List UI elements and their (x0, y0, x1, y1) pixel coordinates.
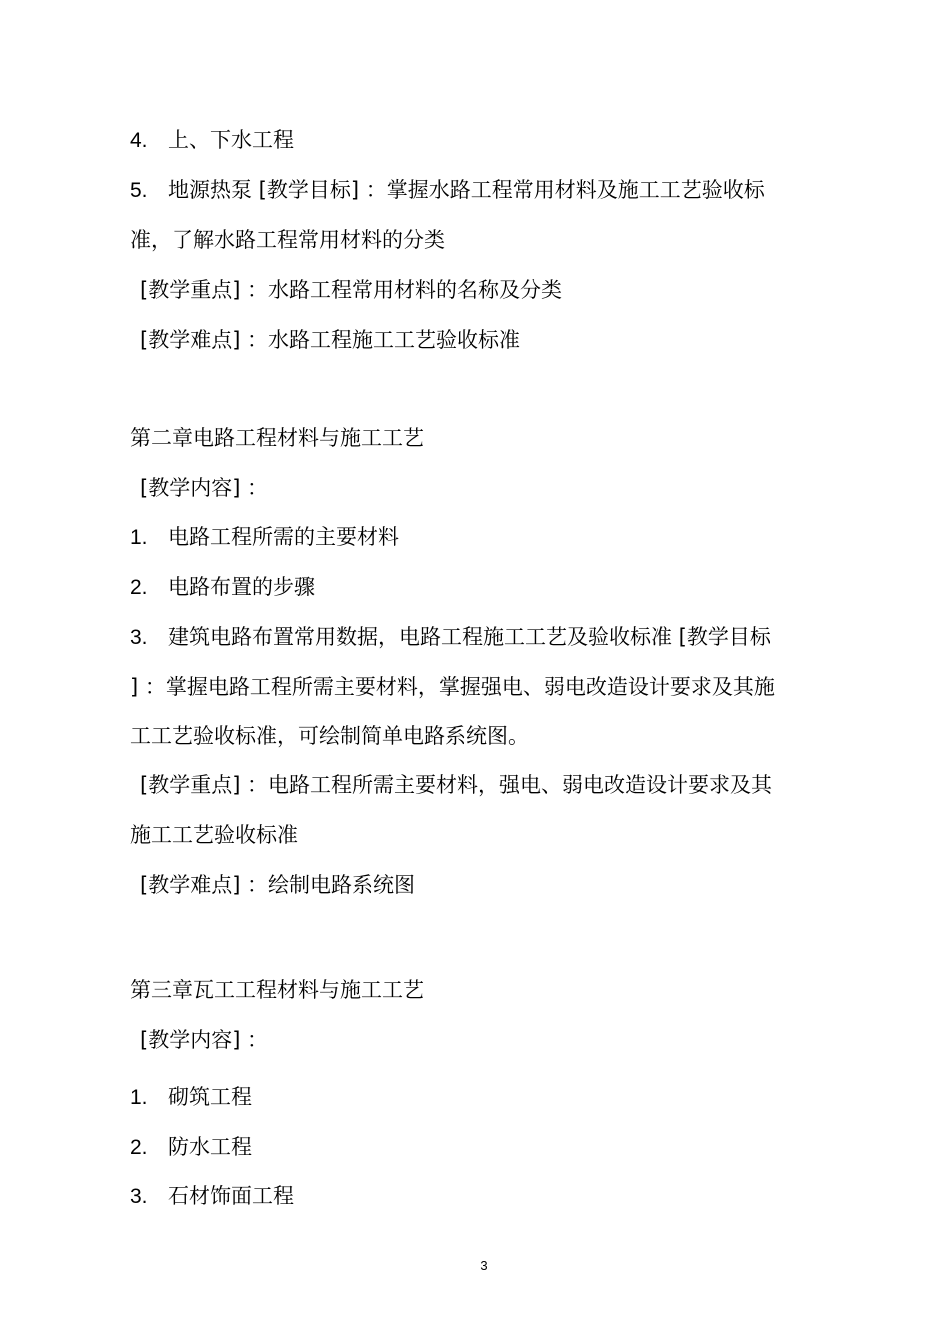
chapter-heading: 第二章电路工程材料与施工工艺 (130, 426, 424, 450)
teaching-content-label: [教学内容] ： (140, 476, 269, 500)
list-number: 3. (130, 1185, 148, 1208)
list-item (130, 125, 294, 156)
list-item (130, 175, 765, 206)
teaching-difficulty: [教学难点] ：水路工程施工工艺验收标准 (140, 328, 521, 352)
list-text: 地源热泵 [教学目标] ：掌握水路工程常用材料及施工工艺验收标 (168, 178, 765, 202)
list-text: 砌筑工程 (168, 1085, 252, 1109)
page-number: 3 (480, 1258, 488, 1273)
list-number: 2. (130, 1136, 148, 1159)
list-number: 5. (130, 179, 148, 202)
teaching-difficulty: [教学难点] ：绘制电路系统图 (140, 873, 416, 897)
chapter-heading: 第三章瓦工工程材料与施工工艺 (130, 978, 424, 1002)
list-text: 电路布置的步骤 (168, 575, 315, 599)
list-text: 防水工程 (168, 1135, 252, 1159)
list-text: 上、下水工程 (168, 128, 294, 152)
paragraph-line: 施工工艺验收标准 (130, 823, 298, 847)
list-item (130, 572, 315, 603)
list-number: 1. (130, 1086, 148, 1109)
list-number: 2. (130, 576, 148, 599)
list-item (130, 622, 771, 653)
paragraph-line: 准，了解水路工程常用材料的分类 (130, 228, 445, 252)
paragraph-line: 工工艺验收标准，可绘制简单电路系统图。 (130, 724, 529, 748)
list-text: 石材饰面工程 (168, 1184, 294, 1208)
list-item (130, 1082, 252, 1113)
teaching-focus: [教学重点] ：电路工程所需主要材料，强电、弱电改造设计要求及其 (140, 773, 773, 797)
list-item (130, 1132, 252, 1163)
list-number: 4. (130, 129, 148, 152)
list-text: 电路工程所需的主要材料 (168, 525, 399, 549)
list-item (130, 1181, 294, 1212)
teaching-focus: [教学重点] ：水路工程常用材料的名称及分类 (140, 278, 563, 302)
list-text: 建筑电路布置常用数据，电路工程施工工艺及验收标准 [教学目标 (168, 625, 771, 649)
teaching-content-label: [教学内容] ： (140, 1028, 269, 1052)
list-item (130, 522, 399, 553)
list-number: 1. (130, 526, 148, 549)
list-number: 3. (130, 626, 148, 649)
paragraph-line: ] ：掌握电路工程所需主要材料，掌握强电、弱电改造设计要求及其施 (130, 675, 775, 699)
